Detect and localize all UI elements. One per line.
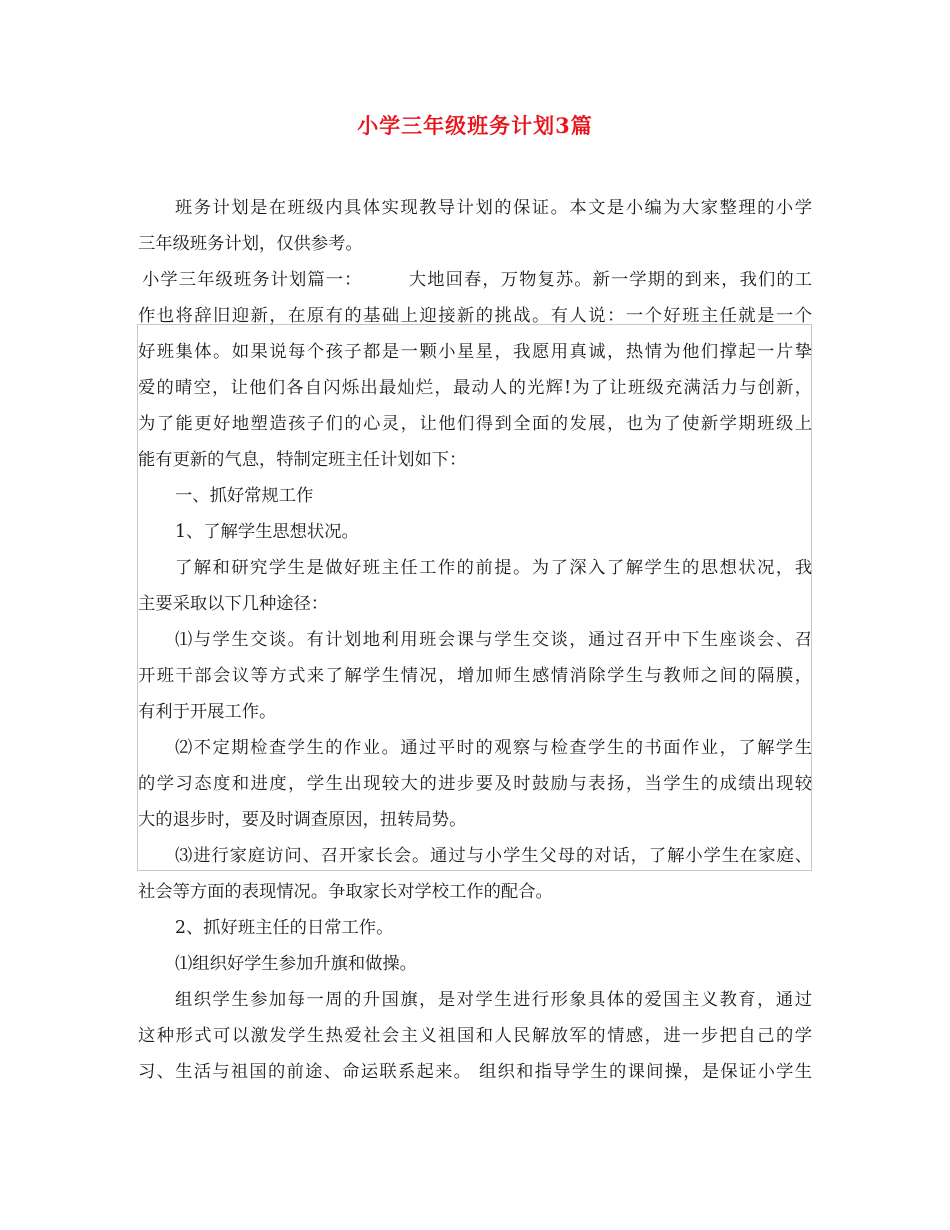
paragraph-line: 社会等方面的表现情况。争取家长对学校工作的配合。 <box>138 882 553 902</box>
paragraph-line: 大的退步时，要及时调查原因，扭转局势。 <box>138 810 467 830</box>
paragraph-line: 爱的晴空，让他们各自闪烁出最灿烂，最动人的光辉!为了让班级充满活力与创新， <box>138 378 812 398</box>
paragraph-line: 班务计划是在班级内具体实现教导计划的保证。本文是小编为大家整理的小学 <box>175 198 812 218</box>
paragraph-line: 好班集体。如果说每个孩子都是一颗小星星，我愿用真诚，热情为他们撑起一片挚 <box>138 342 812 362</box>
paragraph-line: 有利于开展工作。 <box>138 702 277 722</box>
section-heading-line: 小学三年级班务计划篇一： 大地回春，万物复苏。新一学期的到来，我们的工 <box>142 270 812 290</box>
paragraph-line: 为了能更好地塑造孩子们的心灵，让他们得到全面的发展，也为了使新学期班级上 <box>138 414 812 434</box>
page-title: 小学三年级班务计划3篇 <box>357 113 593 138</box>
paragraph-line: 三年级班务计划，仅供参考。 <box>138 234 363 254</box>
paragraph-line: 这种形式可以激发学生热爱社会主义祖国和人民解放军的情感，进一步把自己的学 <box>138 1026 812 1046</box>
paragraph-line: 组织学生参加每一周的升国旗，是对学生进行形象具体的爱国主义教育，通过 <box>175 990 812 1010</box>
paragraph-line: 开班干部会议等方式来了解学生情况，增加师生感情消除学生与教师之间的隔膜， <box>138 666 812 686</box>
section-heading: 一、抓好常规工作 <box>175 486 314 506</box>
paragraph-line: 作也将辞旧迎新，在原有的基础上迎接新的挑战。有人说：一个好班主任就是一个 <box>138 306 812 326</box>
paragraph-line: ⑶进行家庭访问、召开家长会。通过与小学生父母的对话，了解小学生在家庭、 <box>175 846 812 866</box>
subsection-heading: 2、抓好班主任的日常工作。 <box>175 918 394 938</box>
subsection-heading: ⑴组织好学生参加升旗和做操。 <box>175 954 417 974</box>
paragraph-line: 习、生活与祖国的前途、命运联系起来。 组织和指导学生的课间操，是保证小学生 <box>138 1062 812 1082</box>
paragraph-line: 了解和研究学生是做好班主任工作的前提。为了深入了解学生的思想状况，我 <box>175 558 812 578</box>
paragraph-line: 的学习态度和进度，学生出现较大的进步要及时鼓励与表扬，当学生的成绩出现较 <box>138 774 812 794</box>
paragraph-line: ⑵不定期检查学生的作业。通过平时的观察与检查学生的书面作业，了解学生 <box>175 738 812 758</box>
paragraph-line: 主要采取以下几种途径： <box>138 594 329 614</box>
paragraph-line: 能有更新的气息，特制定班主任计划如下： <box>138 450 467 470</box>
subsection-heading: 1、了解学生思想状况。 <box>175 522 359 542</box>
paragraph-line: ⑴与学生交谈。有计划地利用班会课与学生交谈，通过召开中下生座谈会、召 <box>175 630 812 650</box>
